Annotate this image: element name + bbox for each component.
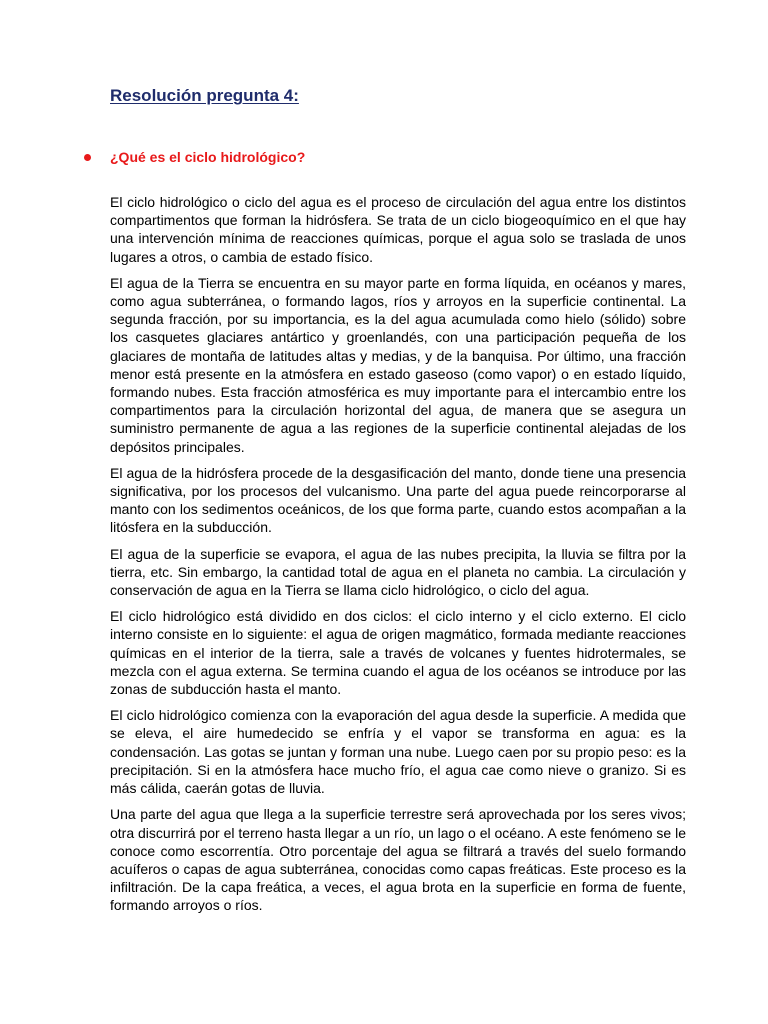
answer-body	[110, 193, 686, 923]
question-bullet-item	[84, 149, 305, 165]
paragraph: El ciclo hidrológico o ciclo del agua es el proceso de circulación del agua entre los distintos compartimentos que forman la hidrósfera. Se trata de un ciclo biogeoquímico en el que hay una intervención mínima de reacciones químicas, porque el agua solo se traslada de unos lugares a otros, o cambia de estado físico.	[110, 194, 686, 265]
question-text: ¿Qué es el ciclo hidrológico?	[110, 149, 306, 165]
bullet-icon	[84, 154, 91, 161]
paragraph: El agua de la Tierra se encuentra en su mayor parte en forma líquida, en océanos y mares, como agua subterránea, o formando lagos, ríos y arroyos en la superficie continental. La segunda fracción, por su importancia, es la del agua acumulada como hielo (sólido) sobre los casquetes glaciares antártico y groenlandés, con una participación pequeña de los glaciares de montaña de latitudes altas y medias, y de la banquisa. Por último, una fracción menor está presente en la atmósfera en estado gaseoso (como vapor) o en estado líquido, formando nubes. Esta fracción atmosférica es muy importante para el intercambio entre los compartimentos para la circulación horizontal del agua, de manera que se asegura un suministro permanente de agua a las regiones de la superficie continental alejadas de los depósitos principales.	[110, 274, 686, 455]
paragraph: El agua de la superficie se evapora, el agua de las nubes precipita, la lluvia se filtra por la tierra, etc. Sin embargo, la cantidad total de agua en el planeta no cambia. La circulación y conservación de agua en la Tierra se llama ciclo hidrológico, o ciclo del agua.	[110, 545, 686, 599]
paragraph: El ciclo hidrológico está dividido en dos ciclos: el ciclo interno y el ciclo externo. El ciclo interno consiste en lo siguiente: el agua de origen magmático, formada mediante reacciones químicas en el interior de la tierra, sale a través de volcanes y fuentes hidrotermales, se mezcla con el agua externa. Se termina cuando el agua de los océanos se introduce por las zonas de subducción hasta el manto.	[110, 608, 686, 698]
paragraph: Una parte del agua que llega a la superficie terrestre será aprovechada por los seres vivos; otra discurrirá por el terreno hasta llegar a un río, un lago o el océano. A este fenómeno se le conoce como escorrentía. Otro porcentaje del agua se filtrará a través del suelo formando acuíferos o capas de agua subterránea, conocidas como capas freáticas. Este proceso es la infiltración. De la capa freática, a veces, el agua brota en la superficie en forma de fuente, formando arroyos o ríos.	[110, 806, 686, 914]
paragraph: El agua de la hidrósfera procede de la desgasificación del manto, donde tiene una presencia significativa, por los procesos del vulcanismo. Una parte del agua puede reincorporarse al manto con los sedimentos oceánicos, de los que forma parte, cuando estos acompañan a la litósfera en la subducción.	[110, 464, 686, 536]
section-heading: Resolución pregunta 4:	[110, 86, 299, 105]
paragraph: El ciclo hidrológico comienza con la evaporación del agua desde la superficie. A medida que se eleva, el aire humedecido se enfría y el vapor se transforma en agua: es la condensación. Las gotas se juntan y forman una nube. Luego caen por su propio peso: es la precipitación. Si en la atmósfera hace mucho frío, el agua cae como nieve o granizo. Si es más cálida, caerán gotas de lluvia.	[110, 707, 686, 797]
